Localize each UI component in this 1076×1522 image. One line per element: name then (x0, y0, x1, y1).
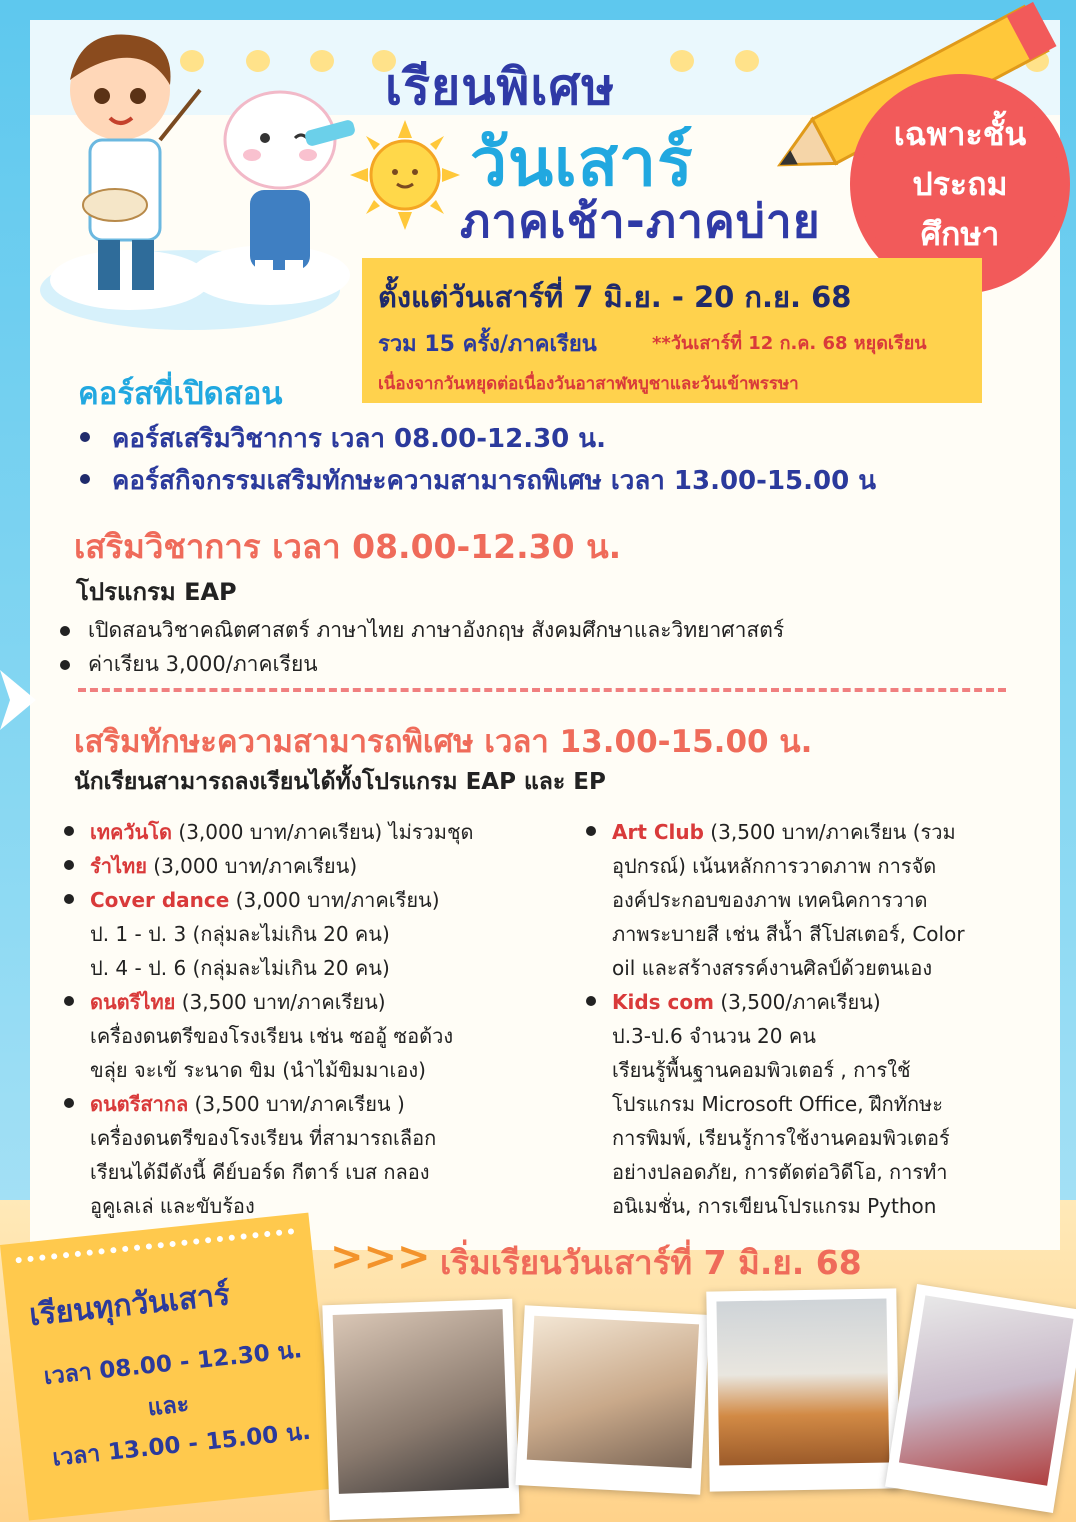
decor-dot (670, 50, 694, 72)
bullet (60, 660, 70, 670)
skill-detail: ป.3-ป.6 จำนวน 20 คน (612, 1024, 816, 1048)
bullet (64, 996, 74, 1006)
schedule-card (0, 1213, 337, 1521)
badge-line: ศึกษา (920, 215, 1000, 253)
photo-dance (322, 1299, 519, 1521)
skill-detail: เครื่องดนตรีของโรงเรียน เช่น ซออู้ ซอด้วง (90, 1024, 454, 1048)
skill-detail: เครื่องดนตรีของโรงเรียน ที่สามารถเลือก (90, 1126, 437, 1150)
skill-name: Cover dance (90, 888, 230, 912)
title-line-3: ภาคเช้า-ภาคบ่าย (460, 194, 821, 248)
photo-thai-dance (885, 1284, 1076, 1513)
skills-subheading: นักเรียนสามารถลงเรียนได้ทั้งโปรแกรม EAP และ EP (74, 769, 606, 795)
skill-detail: อูคูเลเล่ และขับร้อง (90, 1194, 255, 1218)
academic-item: เปิดสอนวิชาคณิตศาสตร์ ภาษาไทย ภาษาอังกฤษ สังคมศึกษาและวิทยาศาสตร์ (88, 618, 785, 642)
bullet (80, 432, 90, 442)
skill-detail: ป. 4 - ป. 6 (กลุ่มละไม่เกิน 20 คน) (90, 956, 390, 980)
skill-detail: (3,000 บาท/ภาคเรียน) (146, 854, 358, 878)
session-count: รวม 15 ครั้ง/ภาคเรียน (378, 332, 597, 357)
skill-item-kids-com (612, 985, 1062, 1223)
skill-name: เทควันโด (90, 820, 173, 844)
bullet (80, 474, 90, 484)
skill-item-thai-dance (90, 849, 570, 883)
skill-detail: ภาพระบายสี เช่น สีน้ำ สีโปสเตอร์, Color (612, 922, 965, 946)
academic-heading: เสริมวิชาการ เวลา 08.00-12.30 น. (74, 527, 622, 566)
card-title: เรียนทุกวันเสาร์ (27, 1277, 232, 1334)
skill-item-art-club (612, 815, 1062, 985)
photo-art-class (515, 1305, 709, 1494)
paper-plane-icon (0, 660, 40, 740)
skill-detail: อย่างปลอดภัย, การตัดต่อวิดีโอ, การทำ (612, 1160, 948, 1184)
bullet (64, 1098, 74, 1108)
card-line: และ (146, 1391, 191, 1422)
card-line: เวลา 13.00 - 15.00 น. (51, 1418, 312, 1472)
skill-name: รำไทย (90, 854, 147, 878)
skill-name: ดนตรีสากล (90, 1092, 189, 1116)
academic-program: โปรแกรม EAP (76, 578, 237, 606)
date-range: ตั้งแต่วันเสาร์ที่ 7 มิ.ย. - 20 ก.ย. 68 (378, 280, 852, 314)
title-line-1: เรียนพิเศษ (385, 58, 616, 116)
skill-detail: (3,500/ภาคเรียน) (713, 990, 881, 1014)
title-line-2: วันเสาร์ (470, 124, 694, 201)
chevron-right-icon: >>> (330, 1234, 431, 1280)
section-divider (78, 688, 1006, 692)
skill-detail: (3,500 บาท/ภาคเรียน) (175, 990, 386, 1014)
skill-detail: ป. 1 - ป. 3 (กลุ่มละไม่เกิน 20 คน) (90, 922, 390, 946)
holiday-note: **วันเสาร์ที่ 12 ก.ค. 68 หยุดเรียน (652, 333, 927, 354)
bullet (64, 826, 74, 836)
skill-name: Art Club (612, 820, 704, 844)
sun-icon (350, 120, 460, 230)
skill-detail: อุปกรณ์) เน้นหลักการวาดภาพ การจัด (612, 854, 937, 878)
skill-name: Kids com (612, 990, 714, 1014)
photo-taekwondo (706, 1288, 899, 1491)
card-line: เวลา 08.00 - 12.30 น. (42, 1337, 304, 1391)
course-item: คอร์สเสริมวิชาการ เวลา 08.00-12.30 น. (112, 424, 606, 454)
skill-detail: ขลุ่ย จะเข้ ระนาด ขิม (นำไม้ขิมมาเอง) (90, 1058, 426, 1082)
badge-line: เฉพาะชั้น (893, 115, 1027, 153)
skill-detail: (3,000 บาท/ภาคเรียน) ไม่รวมชุด (172, 820, 474, 844)
bullet (64, 894, 74, 904)
skill-detail: การพิมพ์, เรียนรู้การใช้งานคอมพิวเตอร์ (612, 1126, 950, 1150)
skill-detail: (3,500 บาท/ภาคเรียน (รวม (703, 820, 956, 844)
bullet (586, 996, 596, 1006)
holiday-reason: เนื่องจากวันหยุดต่อเนื่องวันอาสาฬหบูชาและวันเข้าพรรษา (378, 374, 799, 394)
skill-item-cover-dance (90, 883, 570, 985)
skill-detail: อนิเมชั่น, การเขียนโปรแกรม Python (612, 1194, 937, 1218)
primary-only-badge (860, 84, 1060, 284)
skill-detail: เรียนรู้พื้นฐานคอมพิวเตอร์ , การใช้ (612, 1058, 911, 1082)
skills-heading: เสริมทักษะความสามารถพิเศษ เวลา 13.00-15.00 น. (74, 724, 813, 760)
course-item: คอร์สกิจกรรมเสริมทักษะความสามารถพิเศษ เวลา 13.00-15.00 น (112, 466, 877, 496)
skill-detail: องค์ประกอบของภาพ เทคนิคการวาด (612, 888, 928, 912)
skill-name: ดนตรีไทย (90, 990, 176, 1014)
skill-detail: (3,000 บาท/ภาคเรียน) (229, 888, 440, 912)
start-date-text: เริ่มเรียนวันเสาร์ที่ 7 มิ.ย. 68 (440, 1243, 862, 1282)
badge-line: ประถม (912, 165, 1008, 203)
skill-item-intl-music (90, 1087, 570, 1223)
bullet (64, 860, 74, 870)
skill-item-thai-music (90, 985, 570, 1087)
bullet (586, 826, 596, 836)
courses-heading: คอร์สที่เปิดสอน (78, 376, 283, 412)
skill-detail: โปรแกรม Microsoft Office, ฝึกทักษะ (612, 1092, 943, 1116)
skill-detail: oil และสร้างสรรค์งานศิลป์ด้วยตนเอง (612, 956, 933, 980)
skill-detail: (3,500 บาท/ภาคเรียน ) (188, 1092, 405, 1116)
bullet (60, 626, 70, 636)
skill-detail: เรียนได้มีดังนี้ คีย์บอร์ด กีตาร์ เบส กลอง (90, 1160, 430, 1184)
skill-item-taekwondo (90, 815, 570, 849)
academic-item: ค่าเรียน 3,000/ภาคเรียน (88, 652, 318, 676)
kids-painting-illustration (40, 10, 360, 330)
